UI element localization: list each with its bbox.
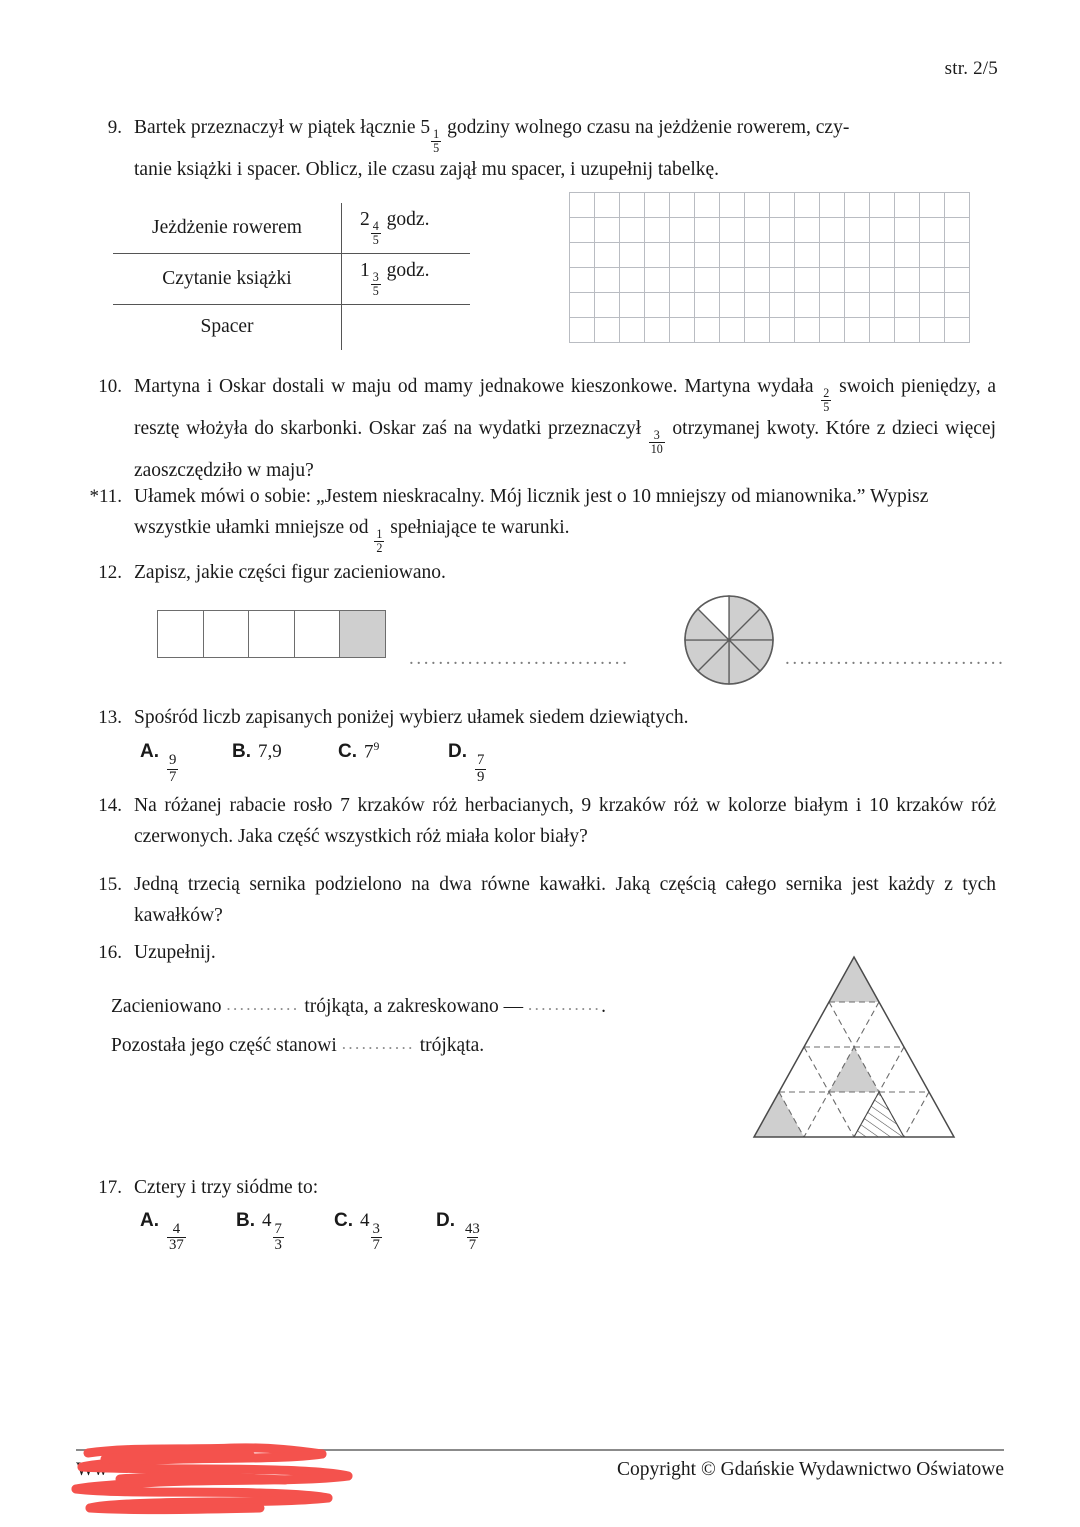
- choice-b[interactable]: B. 7,9: [232, 741, 282, 763]
- question-11-body: [134, 481, 996, 554]
- question-14-number: 14.: [98, 795, 122, 816]
- question-17-number: 17.: [98, 1177, 122, 1198]
- question-13-number: 13.: [98, 707, 122, 728]
- q10-fraction-a: $\frac{2}{5}$: [823, 386, 830, 414]
- table-row: [113, 203, 470, 254]
- footer-left-text: Ww: [76, 1459, 108, 1480]
- table-cell-label: Czytanie książki: [113, 254, 342, 305]
- table-cell-value-empty[interactable]: [342, 305, 471, 351]
- choice-c[interactable]: C. $7^9$: [338, 740, 380, 763]
- question-13-body: Spośród liczb zapisanych poniżej wybierz ułamek siedem dziewiątych.: [134, 707, 689, 728]
- bar-cell: [157, 610, 204, 658]
- q9-text-line2: tanie książki i spacer. Oblicz, ile czasu zajął mu spacer, i uzupełnij tabelkę.: [134, 159, 720, 181]
- footer-divider: [76, 1449, 1004, 1451]
- question-15-number: 15.: [98, 874, 122, 895]
- question-10-body: [134, 371, 996, 486]
- fill-1c: .: [601, 996, 607, 1017]
- answer-dots-bar[interactable]: ..............................: [409, 648, 630, 669]
- question-12-number: 12.: [98, 562, 122, 583]
- footer-copyright: Copyright © Gdańskie Wydawnictwo Oświatowe: [617, 1459, 1004, 1480]
- choice-b[interactable]: B. 4 $\frac{7}{3}$: [236, 1210, 282, 1254]
- table-row: [113, 305, 470, 351]
- q11-seg-b: spełniające te warunki.: [385, 517, 570, 538]
- question-11-number: *11.: [89, 486, 122, 507]
- question-9-number: 9.: [107, 117, 122, 138]
- q9-text-b: godziny wolnego czasu na jeżdżenie rowerem, czy-: [442, 117, 850, 138]
- question-17-body: Cztery i trzy siódme to:: [134, 1177, 319, 1198]
- question-15: [76, 869, 996, 931]
- question-11: [58, 481, 998, 554]
- question-10-number: 10.: [98, 376, 122, 397]
- question-10: [76, 371, 996, 486]
- fill-1a: Zacieniowano: [111, 996, 222, 1017]
- question-13-choices: [140, 740, 487, 785]
- answer-dots-pie[interactable]: ..............................: [785, 648, 1006, 669]
- question-16-fill-lines: [111, 986, 606, 1064]
- table-cell-value: 1 $\frac{3}{5}$ godz.: [342, 254, 471, 305]
- fill-blank-2[interactable]: ...........: [527, 995, 602, 1014]
- q10-seg-c: otrzymanej kwoty. Które z dzieci więcej zaoszczędziło w maju?: [134, 418, 996, 482]
- bar-fraction-figure: [157, 610, 386, 658]
- bar-cell: [203, 610, 250, 658]
- question-9: [76, 112, 996, 185]
- fill-blank-3[interactable]: ...........: [341, 1034, 415, 1053]
- page-marker: str. 2/5: [944, 58, 998, 79]
- bar-cell: [248, 610, 295, 658]
- triangle-fraction-figure: [748, 952, 964, 1147]
- q9-text-a: Bartek przeznaczył w piątek łącznie 5: [134, 117, 431, 138]
- q9-fraction: $\frac{1}{5}$: [433, 127, 440, 155]
- question-17: [76, 1172, 996, 1203]
- bar-cell-shaded: [339, 610, 386, 658]
- fill-line-1: [111, 986, 606, 1025]
- question-12-body: Zapisz, jakie części figur zacieniowano.: [134, 562, 446, 583]
- fill-1b: trójkąta, a zakreskowano —: [304, 996, 524, 1017]
- question-15-body: Jedną trzecią sernika podzielono na dwa równe kawałki. Jaką częścią całego sernika jest każdy z tych kawałków?: [134, 874, 996, 926]
- choice-d[interactable]: D. $\frac{7}{9}$: [448, 741, 485, 785]
- fill-2b: trójkąta.: [419, 1035, 485, 1056]
- question-13: [76, 702, 996, 733]
- answer-grid[interactable]: [569, 192, 970, 343]
- table-row: [113, 254, 470, 305]
- q10-seg-a: Martyna i Oskar dostali w maju od mamy jednakowe kieszonkowe. Martyna wydała: [134, 376, 821, 397]
- pie-fraction-figure: [683, 594, 775, 691]
- question-9-body: [134, 112, 989, 185]
- table-cell-label: Spacer: [113, 305, 342, 351]
- q11-seg-a: Ułamek mówi o sobie: „Jestem nieskracalny. Mój licznik jest o 10 mniejszy od mianownika.” Wypisz wszystkie ułamki mniejsze od: [134, 486, 929, 538]
- question-16-body: Uzupełnij.: [134, 942, 216, 963]
- question-16-number: 16.: [98, 942, 122, 963]
- time-table: [113, 203, 470, 350]
- choice-d[interactable]: D. $\frac{43}{7}$: [436, 1210, 480, 1254]
- fill-blank-1[interactable]: ...........: [226, 995, 300, 1014]
- choice-a[interactable]: A. $\frac{9}{7}$: [140, 741, 177, 785]
- q10-seg-b: swoich pieniędzy, a resztę włożyła do skarbonki. Oskar zaś na wydatki przeznaczył: [134, 376, 997, 440]
- fill-2a: Pozostała jego część stanowi: [111, 1035, 337, 1056]
- question-14: [76, 790, 996, 852]
- table-cell-label: Jeżdżenie rowerem: [113, 203, 342, 254]
- question-12: [76, 557, 996, 588]
- table-cell-value: 2 $\frac{4}{5}$ godz.: [342, 203, 471, 254]
- bar-cell: [294, 610, 341, 658]
- choice-a[interactable]: A. $\frac{4}{37}$: [140, 1210, 184, 1254]
- question-14-body: Na różanej rabacie rosło 7 krzaków róż herbacianych, 9 krzaków róż w kolorze białym i 10 krzaków róż czerwonych. Jaka część wszystkich róż miała kolor biały?: [134, 795, 996, 847]
- q10-fraction-b: $\frac{3}{10}$: [650, 428, 663, 456]
- question-17-choices: [140, 1210, 483, 1254]
- fill-line-2: [111, 1025, 606, 1064]
- choice-c[interactable]: C. 4 $\frac{3}{7}$: [334, 1210, 380, 1254]
- q11-fraction: $\frac{1}{2}$: [376, 527, 383, 555]
